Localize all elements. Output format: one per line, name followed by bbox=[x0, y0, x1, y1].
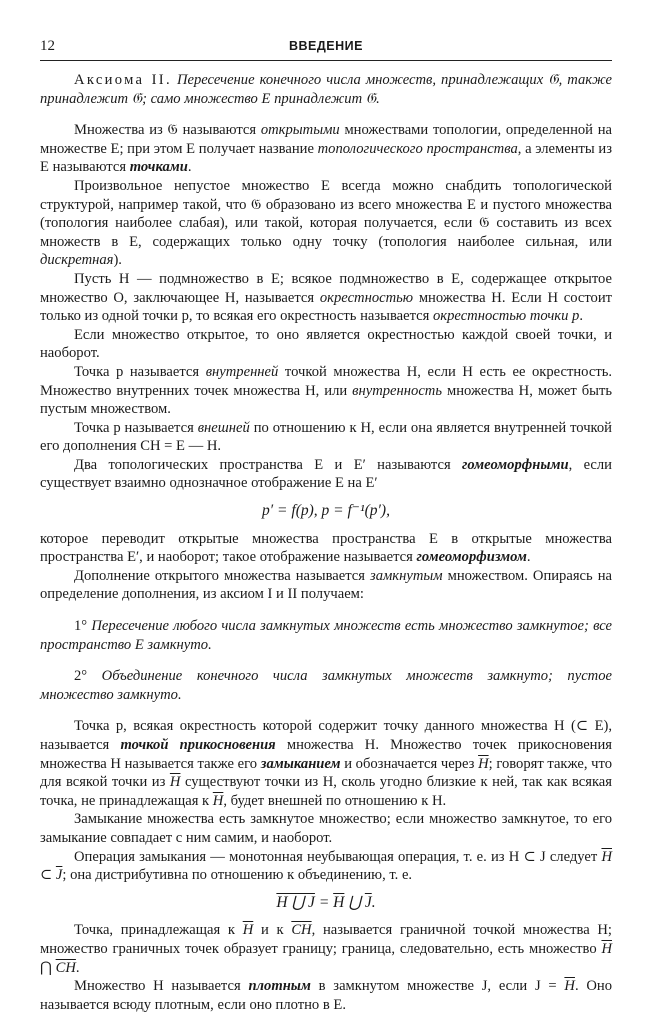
symbol-h-bar: $\overline{H}$ bbox=[169, 774, 181, 791]
axiom-2 bbox=[40, 71, 612, 108]
text: множеством. Опираясь на определение дополнения, из аксиом I и II получаем: bbox=[40, 567, 612, 603]
symbol-h-bar: $\overline{H}$ bbox=[478, 755, 489, 772]
text: , если существует взаимно однозначное отображение E на E′ bbox=[40, 456, 612, 492]
paragraph-boundary bbox=[40, 921, 612, 977]
formula-mapping: p′ = f(p), p = f⁻¹(p′), bbox=[262, 502, 390, 520]
symbol-h-bar: $\overline{H}$ bbox=[242, 922, 254, 939]
symbol-h-bar: $\overline{H}$ bbox=[564, 978, 575, 995]
term-dense: плотным bbox=[248, 978, 311, 995]
text: точкой множества H, если H есть ее окрестность. Множество внутренних точек множества H, или bbox=[40, 363, 613, 399]
text: . bbox=[579, 308, 583, 325]
formula-eq: = bbox=[314, 893, 334, 911]
term-closed: замкнутым bbox=[370, 567, 443, 584]
formula-distributive bbox=[40, 894, 612, 913]
text: существуют точки из H, сколь угодно близкие к ней, так как всякая точка, не принадлежащая к bbox=[40, 774, 612, 809]
proposition-text: Пересечение любого числа замкнутых множеств есть множество замкнутое; все пространство E замкнуто. bbox=[40, 618, 612, 653]
text: Точка p называется bbox=[74, 419, 198, 436]
text: ). bbox=[113, 252, 122, 269]
axiom-label: Аксиома II. bbox=[74, 72, 172, 88]
paragraph-homeomorphic bbox=[40, 456, 612, 493]
term-closure: замыканием bbox=[260, 755, 341, 772]
term-homeomorphism: гомеоморфизмом bbox=[416, 549, 527, 566]
text: по отношению к H, если она является внутренней точкой его дополнения CH = E — H. bbox=[40, 419, 612, 455]
symbol-h-bar: $\overline{H}$ bbox=[601, 848, 612, 865]
term-interior-point: внутренней bbox=[205, 363, 279, 380]
paragraph-homeomorphism bbox=[40, 530, 612, 567]
term-contact-point: точкой прикосновения bbox=[120, 737, 276, 753]
term-open: открытыми bbox=[260, 122, 340, 139]
text: , называется граничной точкой множества H; множество граничных точек образует границу; граница, следовательно, есть множество bbox=[40, 922, 612, 957]
text: Дополнение открытого множества называется bbox=[74, 567, 370, 584]
running-title: ВВЕДЕНИЕ bbox=[289, 39, 363, 53]
proposition-2 bbox=[40, 667, 612, 704]
term-points: точками bbox=[129, 159, 188, 176]
text: и к bbox=[253, 922, 292, 939]
proposition-number: 1° bbox=[74, 618, 88, 635]
term-exterior: внешней bbox=[197, 419, 250, 436]
paragraph-open-is-neighborhood: Если множество открытое, то оно является окрестностью каждой своей точки, и наоборот. bbox=[40, 326, 612, 362]
symbol-h-bar: $\overline{H}$ bbox=[212, 792, 224, 809]
text: множествами топологии, определенной на множестве E; при этом E получает название bbox=[40, 122, 612, 157]
text: Два топологических пространства E и E′ называются bbox=[74, 456, 463, 473]
symbol-ch-bar: $\overline{CH}$ bbox=[55, 959, 76, 976]
term-discrete: дискретная bbox=[40, 252, 114, 269]
paragraph-dense bbox=[40, 977, 612, 1014]
term-neighborhood: окрестностью bbox=[319, 289, 414, 306]
text: Точка p называется bbox=[74, 363, 206, 380]
page-number: 12 bbox=[40, 38, 55, 54]
text: Пусть H — подмножество в E; всякое подмножество в E, содержащее открытое множество O, заключающее H, называется bbox=[40, 270, 612, 306]
text: Множество H называется bbox=[74, 978, 249, 995]
paragraph-closure bbox=[40, 717, 612, 810]
text: Произвольное непустое множество E всегда можно снабдить топологической структурой, например такой, что 𝔊 образовано из всего множества E и пустого множества (топология наиболее слабая), или такой, которая получается, если 𝔊 составить из всех множеств в E, содержащих только одну точку (топология наиболее сильная, или bbox=[40, 177, 612, 250]
page-body bbox=[40, 71, 612, 1014]
term-homeomorphic: гомеоморфными bbox=[462, 456, 569, 473]
paragraph-arbitrary-set bbox=[40, 177, 612, 270]
formula-end: . bbox=[371, 893, 376, 911]
text: , а элементы из E называются bbox=[40, 140, 612, 176]
text: ⊂ bbox=[40, 867, 56, 884]
text: Операция замыкания — монотонная неубывающая операция, т. е. из H ⊂ J следует bbox=[74, 848, 602, 865]
text: Точка, принадлежащая к bbox=[74, 922, 243, 939]
symbol-h-bar: $\overline{H}$ bbox=[601, 940, 612, 957]
text: множества H. Множество точек прикосновения множества H называется также его bbox=[40, 737, 613, 772]
paragraph-closure-closed: Замыкание множества есть замкнутое множество; если множество замкнутое, то его замыкание совпадает с ним самим, и наоборот. bbox=[40, 811, 612, 846]
symbol-h-bar: $\overline{H}$ bbox=[333, 893, 345, 911]
axiom-text: Пересечение конечного числа множеств, принадлежащих 𝔊, также принадлежит 𝔊; само множество E принадлежит 𝔊. bbox=[40, 72, 612, 107]
paragraph-exterior bbox=[40, 419, 612, 456]
paragraph-neighborhood bbox=[40, 270, 612, 326]
text: . Оно называется всюду плотным, если оно плотно в E. bbox=[40, 978, 612, 1013]
term-topological-space: топологического пространства bbox=[317, 140, 518, 157]
proposition-1 bbox=[40, 617, 612, 654]
paragraph-interior bbox=[40, 363, 612, 419]
text: . bbox=[187, 159, 192, 176]
text: ; она дистрибутивна по отношению к объединению, т. е. bbox=[62, 867, 413, 884]
text: ; говорят также, что для всякой точки из bbox=[40, 755, 613, 791]
symbol-ch-bar: $\overline{CH}$ bbox=[291, 922, 312, 939]
intersection-sign: ⋂ bbox=[40, 959, 56, 976]
book-page bbox=[40, 38, 612, 1014]
paragraph-closure-operation bbox=[40, 848, 612, 885]
text: Точка p, всякая окрестность которой содержит точку данного множества H (⊂ E), называется bbox=[40, 718, 612, 753]
proposition-text: Объединение конечного числа замкнутых множеств замкнуто; пустое множество замкнуто. bbox=[40, 668, 612, 703]
text: и обозначается через bbox=[340, 755, 479, 772]
text: которое переводит открытые множества пространства E в открытые множества пространства E′, и наоборот; такое отображение называется bbox=[40, 530, 612, 566]
text: , будет внешней по отношению к H. bbox=[223, 792, 447, 809]
text: множества H. Если H состоит только из одной точки p, то всякая его окрестность называется bbox=[40, 289, 613, 325]
text: . bbox=[526, 549, 531, 566]
text: Множества из 𝔊 называются bbox=[74, 122, 261, 139]
text: в замкнутом множестве J, если J = bbox=[310, 978, 565, 995]
symbol-j-bar: $\overline{J}$ bbox=[55, 867, 63, 884]
paragraph-open-sets bbox=[40, 121, 612, 177]
page-header bbox=[40, 38, 612, 61]
union-sign: ⋃ bbox=[344, 893, 365, 911]
symbol-j-bar: $\overline{J}$ bbox=[364, 893, 372, 911]
term-point-neighborhood: окрестностью точки p bbox=[433, 308, 580, 325]
paragraph-closed bbox=[40, 567, 612, 604]
term-interior: внутренность bbox=[352, 382, 442, 399]
text: . bbox=[75, 959, 80, 976]
proposition-number: 2° bbox=[74, 668, 88, 685]
text: множества H, может быть пустым множеством. bbox=[40, 382, 613, 418]
formula-lhs: H ⋃ J bbox=[276, 893, 315, 911]
